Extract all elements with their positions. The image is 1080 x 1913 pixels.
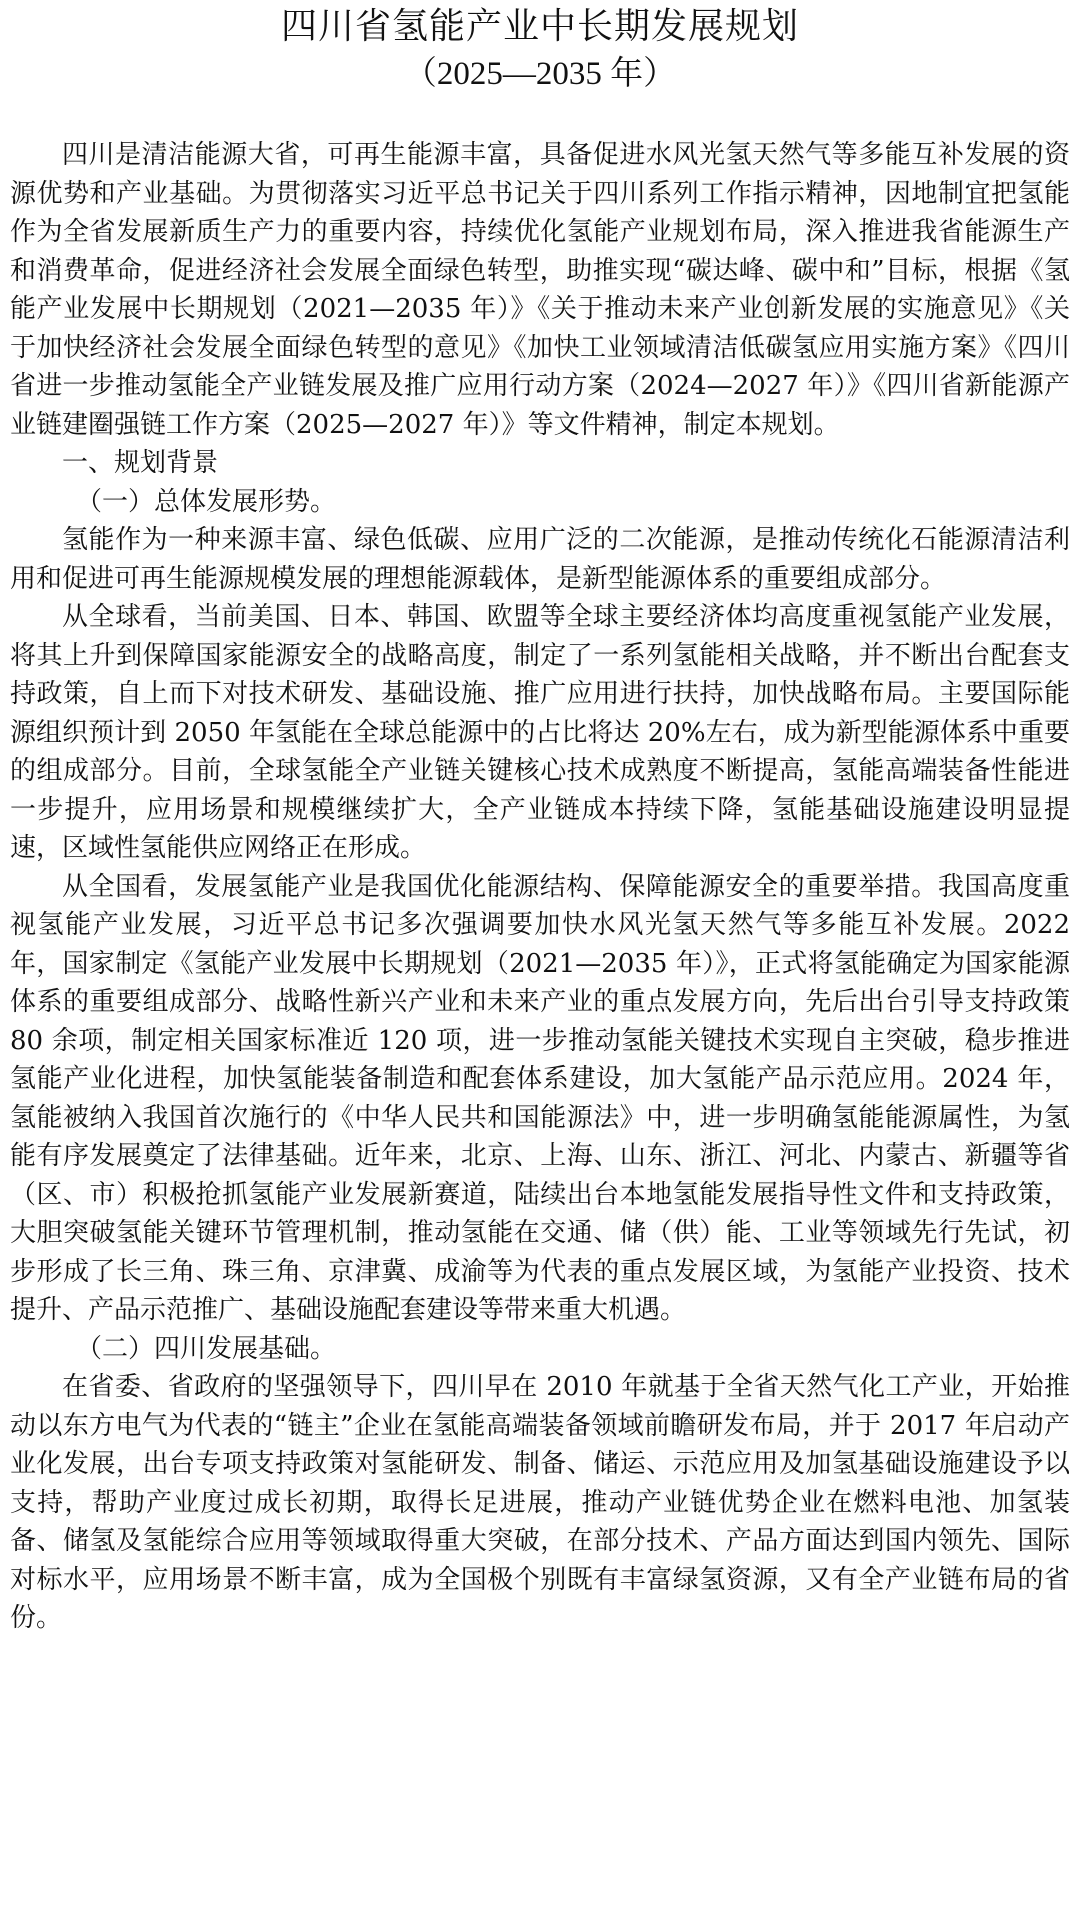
subsection-heading: （一）总体发展形势。 — [76, 486, 337, 517]
body-paragraph: 从全球看，当前美国、日本、韩国、欧盟等全球主要经济体均高度重视氢能产业发展，将其上升到保障国家能源安全的战略高度，制定了一系列氢能相关战略，并不断出台配套支持政策，自上而下对技术研发、基础设施、推广应用进行扶持，加快战略布局。主要国际能源组织预计到 2050 年氢能在全球总能源中的占比将达 20%左右，成为新型能源体系中重要的组成部分。目前，全球氢能全产业链关键核心技术成熟度不断提高，氢能高端装备性能进一步提升，应用场景和规模继续扩大，全产业链成本持续下降，氢能基础设施建设明显提速，区域性氢能供应网络正在形成。 — [10, 602, 1070, 863]
document-title: 四川省氢能产业中长期发展规划 — [280, 6, 799, 47]
body-paragraph: 从全国看，发展氢能产业是我国优化能源结构、保障能源安全的重要举措。我国高度重视氢能产业发展，习近平总书记多次强调要加快水风光氢天然气等多能互补发展。2022 年，国家制定《氢能产业发展中长期规划（2021—2035 年）》，正式将氢能确定为国家能源体系的重要组成部分、战略性新兴产业和未来产业的重点发展方向，先后出台引导支持政策 80 余项，制定相关国家标准近 120 项，进一步推动氢能关键技术实现自主突破，稳步推进氢能产业化进程，加快氢能装备制造和配套体系建设，加大氢能产品示范应用。2024 年，氢能被纳入我国首次施行的《中华人民共和国能源法》中，进一步明确氢能能源属性，为氢能有序发展奠定了法律基础。近年来，北京、上海、山东、浙江、河北、内蒙古、新疆等省（区、市）积极抢抓氢能产业发展新赛道，陆续出台本地氢能发展指导性文件和支持政策，大胆突破氢能关键环节管理机制，推动氢能在交通、储（供）能、工业等领域先行先试，初步形成了长三角、珠三角、京津冀、成渝等为代表的重点发展区域，为氢能产业投资、技术提升、产品示范推广、基础设施配套建设等带来重大机遇。 — [10, 871, 1070, 1325]
body-paragraph: 四川是清洁能源大省，可再生能源丰富，具备促进水风光氢天然气等多能互补发展的资源优势和产业基础。为贯彻落实习近平总书记关于四川系列工作指示精神，因地制宜把氢能作为全省发展新质生产力的重要内容，持续优化氢能产业规划布局，深入推进我省能源生产和消费革命，促进经济社会发展全面绿色转型，助推实现“碳达峰、碳中和”目标，根据《氢能产业发展中长期规划（2021—2035 年）》《关于推动未来产业创新发展的实施意见》《关于加快经济社会发展全面绿色转型的意见》《加快工业领域清洁低碳氢应用实施方案》《四川省进一步推动氢能全产业链发展及推广应用行动方案（2024—2027 年）》《四川省新能源产业链建圈强链工作方案（2025—2027 年）》等文件精神，制定本规划。 — [10, 140, 1070, 440]
subsection-heading: （二）四川发展基础。 — [76, 1333, 337, 1364]
document-subtitle: （2025—2035 年） — [403, 56, 677, 92]
body-paragraph: 氢能作为一种来源丰富、绿色低碳、应用广泛的二次能源，是推动传统化石能源清洁利用和促进可再生能源规模发展的理想能源载体，是新型能源体系的重要组成部分。 — [10, 525, 1070, 594]
body-paragraph: 在省委、省政府的坚强领导下，四川早在 2010 年就基于全省天然气化工产业，开始推动以东方电气为代表的“链主”企业在氢能高端装备领域前瞻研发布局，并于 2017 年启动产业化发展，出台专项支持政策对氢能研发、制备、储运、示范应用及加氢基础设施建设予以支持，帮助产业度过成长初期，取得长足进展，推动产业链优势企业在燃料电池、加氢装备、储氢及氢能综合应用等领域取得重大突破，在部分技术、产品方面达到国内领先、国际对标水平，应用场景不断丰富，成为全国极个别既有丰富绿氢资源，又有全产业链布局的省份。 — [10, 1372, 1070, 1633]
section-heading: 一、规划背景 — [62, 448, 219, 478]
document-body — [10, 136, 1070, 1638]
